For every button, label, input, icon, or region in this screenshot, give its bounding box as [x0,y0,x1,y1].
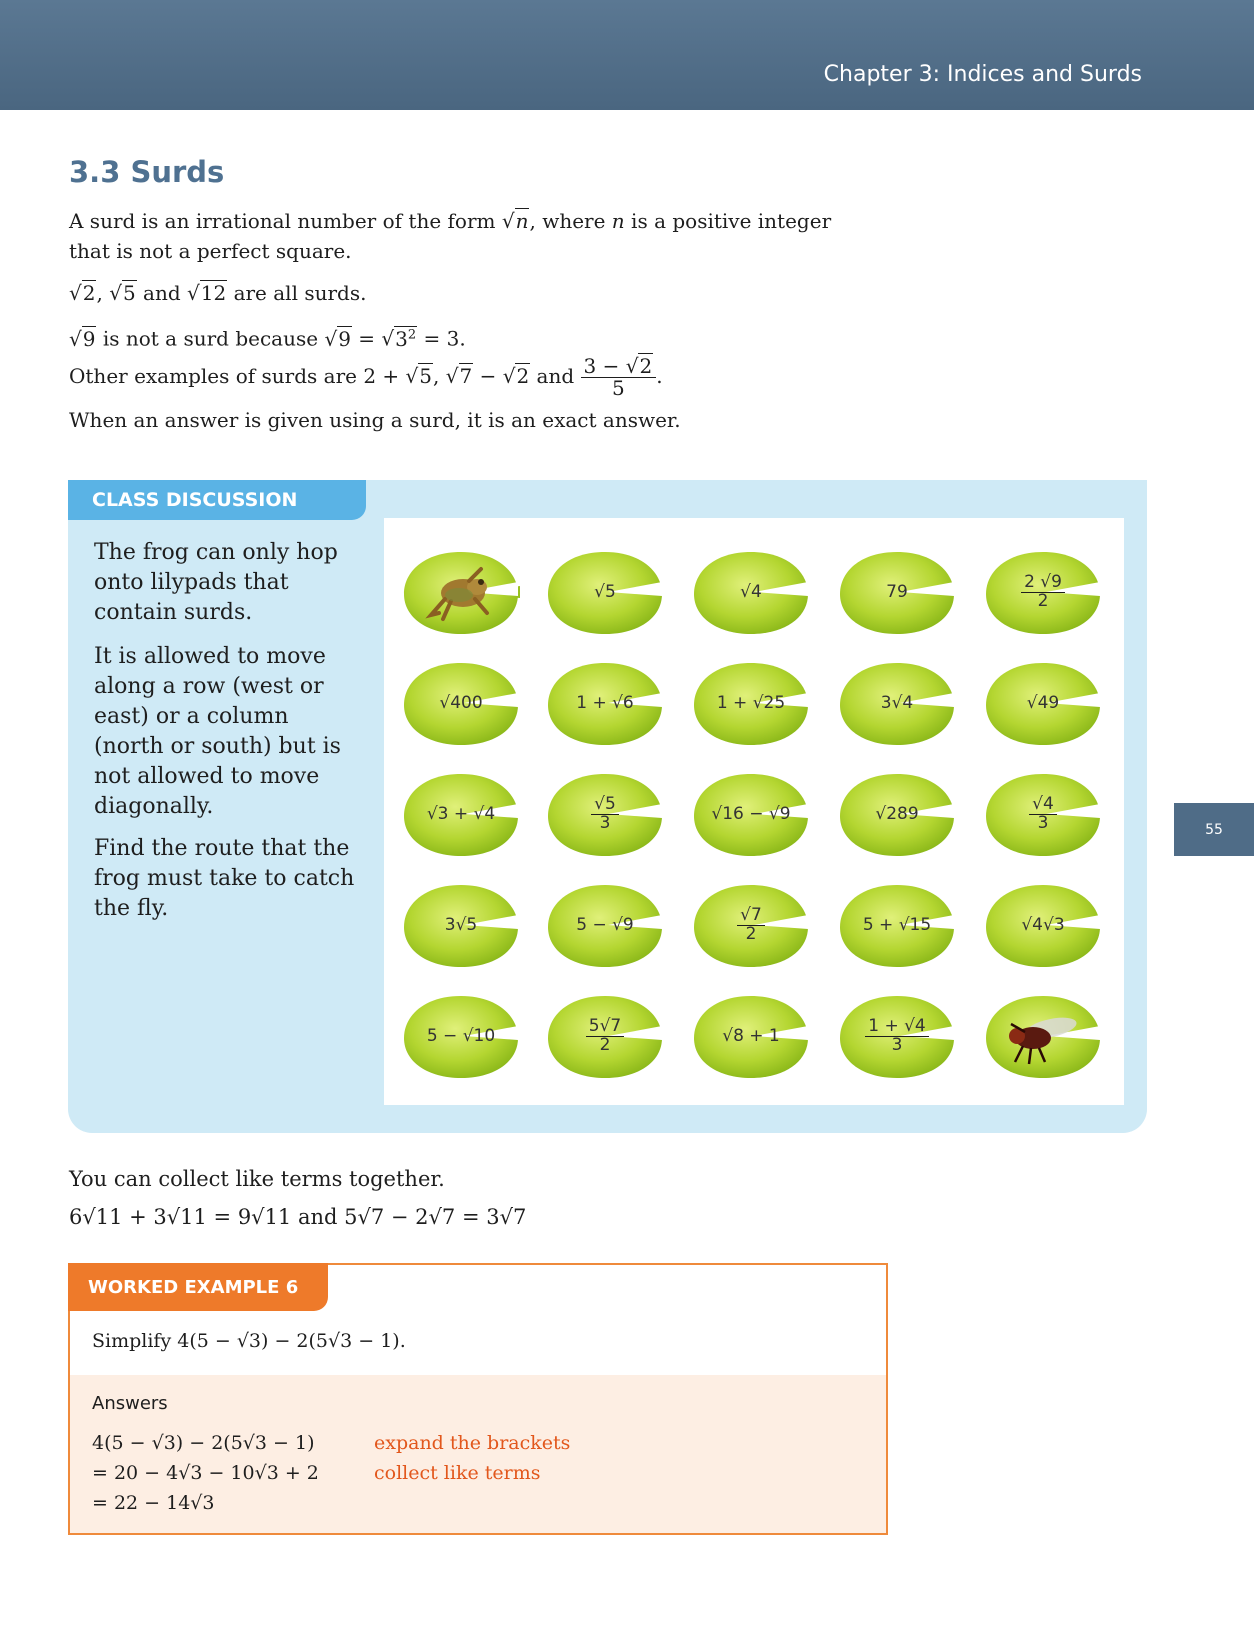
lilypad[interactable] [984,659,1102,747]
lilypad-label: 79 [886,582,908,602]
class-discussion-tab: CLASS DISCUSSION [68,480,366,520]
exact-answer-line: When an answer is given using a surd, it is an exact answer. [69,408,681,432]
answer-step: 4(5 − √3) − 2(5√3 − 1) [92,1432,315,1454]
chapter-title: Chapter 3: Indices and Surds [823,62,1142,87]
lilypad-label: 1 + √6 [576,693,634,713]
lilypad[interactable] [402,659,520,747]
answers-heading: Answers [92,1393,168,1414]
definition-line-2: that is not a perfect square. [69,239,352,263]
lilypad[interactable] [402,770,520,858]
lilypad[interactable] [838,770,956,858]
lilypad[interactable] [692,659,810,747]
frog-icon [425,561,497,623]
lilypad[interactable] [692,992,810,1080]
lilypad[interactable] [546,881,664,969]
lilypad-label: √4√3 [1021,915,1065,935]
lilypad[interactable] [692,548,810,636]
discussion-paragraph-3: Find the route that the frog must take to catch the fly. [94,836,355,921]
definition-line-1: A surd is an irrational number of the form √n, where n is a positive integer [69,209,832,233]
lilypad-label: √49 [1026,693,1060,713]
fly-icon [1001,1006,1085,1066]
lilypad-label: √4 [740,582,762,602]
section-title: 3.3 Surds [69,155,225,189]
lilypad[interactable] [692,881,810,969]
lilypad-label: 5 − √10 [426,1026,496,1046]
lilypad-label: $\frac{√4}{3}$ [1029,796,1057,833]
page-number: 55 [1174,803,1254,856]
lilypad-label: 3√5 [444,915,478,935]
answer-note: collect like terms [374,1462,541,1484]
lilypad-label: 5 + √15 [862,915,932,935]
lilypad-label: √16 − √9 [711,804,791,824]
lilypad-label: $\frac{5√7}{2}$ [586,1018,624,1055]
lilypad[interactable] [838,881,956,969]
collect-terms-intro: You can collect like terms together. [69,1167,445,1191]
lilypad-label: $\frac{1 + √4}{3}$ [865,1018,929,1055]
lilypad-label: $\frac{√7}{2}$ [737,907,765,944]
lilypad[interactable] [546,992,664,1080]
lilypad[interactable] [402,881,520,969]
lilypad[interactable] [838,992,956,1080]
lilypad[interactable] [546,548,664,636]
lilypad-label: √8 + 1 [722,1026,780,1046]
lilypad-label: √3 + √4 [426,804,496,824]
header-bar [0,0,1254,110]
lilypad-fly[interactable] [984,992,1102,1080]
answer-step: = 22 − 14√3 [92,1492,215,1514]
worked-example-question: Simplify 4(5 − √3) − 2(5√3 − 1). [92,1330,406,1352]
worked-example-tab: WORKED EXAMPLE 6 [68,1263,328,1311]
lilypad[interactable] [984,548,1102,636]
lilypad-label: 1 + √25 [716,693,786,713]
lilypad-label: $\frac{2 √9}{2}$ [1021,574,1065,611]
lilypad[interactable] [838,548,956,636]
lilypad[interactable] [984,770,1102,858]
surd-examples-line: √2, √5 and √12 are all surds. [69,281,367,305]
lilypad-label: 3√4 [880,693,914,713]
example-fraction: $\frac{3 - √2}{5}$ [581,356,657,399]
lilypad-label: √5 [594,582,616,602]
answer-step: = 20 − 4√3 − 10√3 + 2 [92,1462,319,1484]
lilypad[interactable] [984,881,1102,969]
collect-terms-example: 6√11 + 3√11 = 9√11 and 5√7 − 2√7 = 3√7 [69,1205,527,1229]
lilypad-frog [402,548,520,636]
lilypad-label: √400 [439,693,483,713]
lilypad-label: $\frac{√5}{3}$ [591,796,619,833]
lilypad[interactable] [838,659,956,747]
discussion-paragraph-2: It is allowed to move along a row (west or east) or a column (north or south) but is not allowed to move diagonally. [94,644,341,819]
lilypad[interactable] [546,659,664,747]
answer-note: expand the brackets [374,1432,571,1454]
lilypad[interactable] [402,992,520,1080]
not-surd-line: √9 is not a surd because $√9 = √3^2 = 3$. [69,326,466,351]
discussion-paragraph-1: The frog can only hop onto lilypads that contain surds. [94,540,338,625]
lilypad-label: √289 [875,804,919,824]
lilypad[interactable] [546,770,664,858]
lilypad-label: 5 − √9 [576,915,634,935]
lilypad[interactable] [692,770,810,858]
other-examples-line: Other examples of surds are 2 + √5, √7 − √2 and $\frac{3 - √2}{5}$ . [69,354,663,400]
